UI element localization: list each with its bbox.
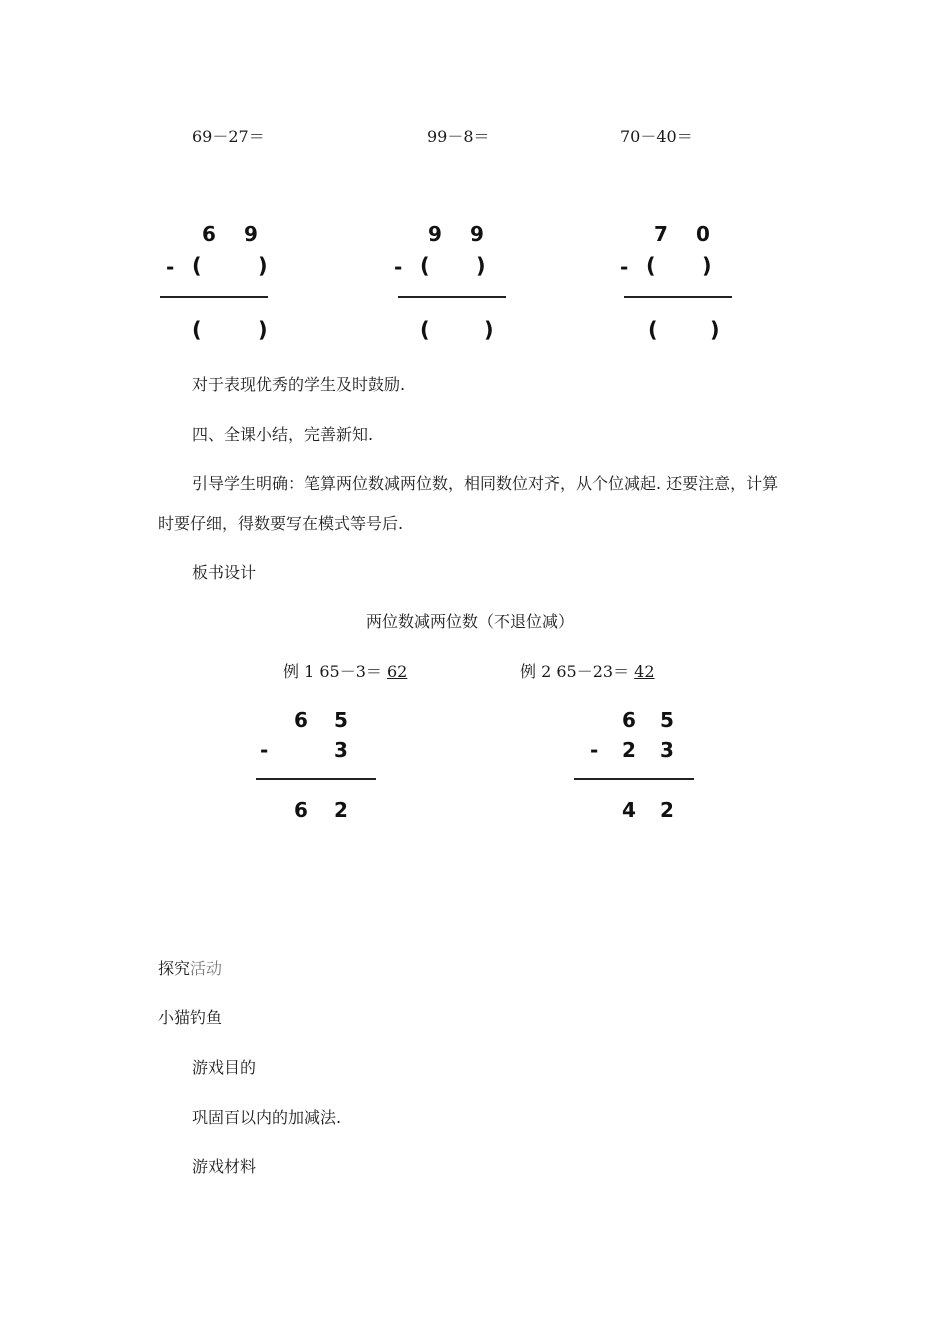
top-digit-tens: 6 [622, 708, 636, 732]
result-digit-tens: 4 [622, 798, 636, 822]
sum-line [574, 778, 694, 780]
top-digit-tens: 9 [428, 222, 442, 246]
blank-close-paren: ) [702, 254, 712, 278]
section-4-heading: 四、全课小结，完善新知. [192, 425, 374, 444]
example-2-label: 例 2 65－23＝ [520, 662, 635, 681]
result-open-paren: ( [648, 318, 658, 342]
exercise-3-expression: 70－40＝ [620, 127, 693, 146]
game-materials-heading: 游戏材料 [192, 1157, 257, 1176]
minus-sign: - [590, 738, 599, 762]
minus-sign: - [620, 255, 629, 279]
top-digit-ones: 0 [696, 222, 710, 246]
encourage-paragraph: 对于表现优秀的学生及时鼓励. [192, 375, 406, 394]
example-1-line [283, 662, 407, 682]
board-design-heading: 板书设计 [192, 563, 257, 582]
top-digit-tens: 6 [294, 708, 308, 732]
board-vertical-1 [256, 708, 381, 828]
minus-sign: - [394, 255, 403, 279]
exercise-1-expression: 69－27＝ [192, 127, 265, 146]
example-2-line [520, 662, 655, 682]
guide-paragraph-line-1: 引导学生明确：笔算两位数减两位数，相同数位对齐，从个位减起. 还要注意，计算 [192, 474, 779, 493]
sum-line [624, 296, 732, 298]
top-digit-tens: 7 [654, 222, 668, 246]
sum-line [398, 296, 506, 298]
blank-open-paren: ( [420, 254, 430, 278]
blank-open-paren: ( [192, 254, 202, 278]
result-digit-ones: 2 [660, 798, 674, 822]
example-1-label: 例 1 65－3＝ [283, 662, 387, 681]
top-digit-tens: 6 [202, 222, 216, 246]
minus-sign: - [260, 738, 269, 762]
board-title: 两位数减两位数（不退位减） [366, 612, 575, 631]
vertical-subtraction-2 [392, 222, 512, 352]
vertical-subtraction-3 [616, 222, 736, 352]
result-digit-ones: 2 [334, 798, 348, 822]
result-open-paren: ( [192, 318, 202, 342]
activity-heading-part-2: 活动 [190, 959, 223, 978]
game-goal-heading: 游戏目的 [192, 1058, 257, 1077]
activity-heading-part-1: 探究 [158, 959, 191, 978]
result-close-paren: ) [484, 318, 494, 342]
blank-close-paren: ) [258, 254, 268, 278]
activity-heading [158, 959, 222, 979]
sub-digit-ones: 3 [660, 738, 674, 762]
result-digit-tens: 6 [294, 798, 308, 822]
result-open-paren: ( [420, 318, 430, 342]
vertical-subtraction-1 [160, 222, 280, 352]
top-digit-ones: 5 [660, 708, 674, 732]
sum-line [256, 778, 376, 780]
sub-digit-ones: 3 [334, 738, 348, 762]
game-name: 小猫钓鱼 [158, 1008, 223, 1027]
board-vertical-2 [574, 708, 699, 828]
result-close-paren: ) [258, 318, 268, 342]
top-digit-ones: 9 [244, 222, 258, 246]
game-goal-text: 巩固百以内的加减法. [192, 1108, 342, 1127]
blank-close-paren: ) [476, 254, 486, 278]
blank-open-paren: ( [646, 254, 656, 278]
top-digit-ones: 9 [470, 222, 484, 246]
example-2-answer: 42 [634, 662, 655, 681]
sub-digit-tens: 2 [622, 738, 636, 762]
result-close-paren: ) [710, 318, 720, 342]
minus-sign: - [166, 255, 175, 279]
exercise-2-expression: 99－8＝ [427, 127, 490, 146]
top-digit-ones: 5 [334, 708, 348, 732]
guide-paragraph-line-2: 时要仔细，得数要写在模式等号后. [158, 514, 404, 533]
sum-line [160, 296, 268, 298]
example-1-answer: 62 [386, 662, 408, 681]
